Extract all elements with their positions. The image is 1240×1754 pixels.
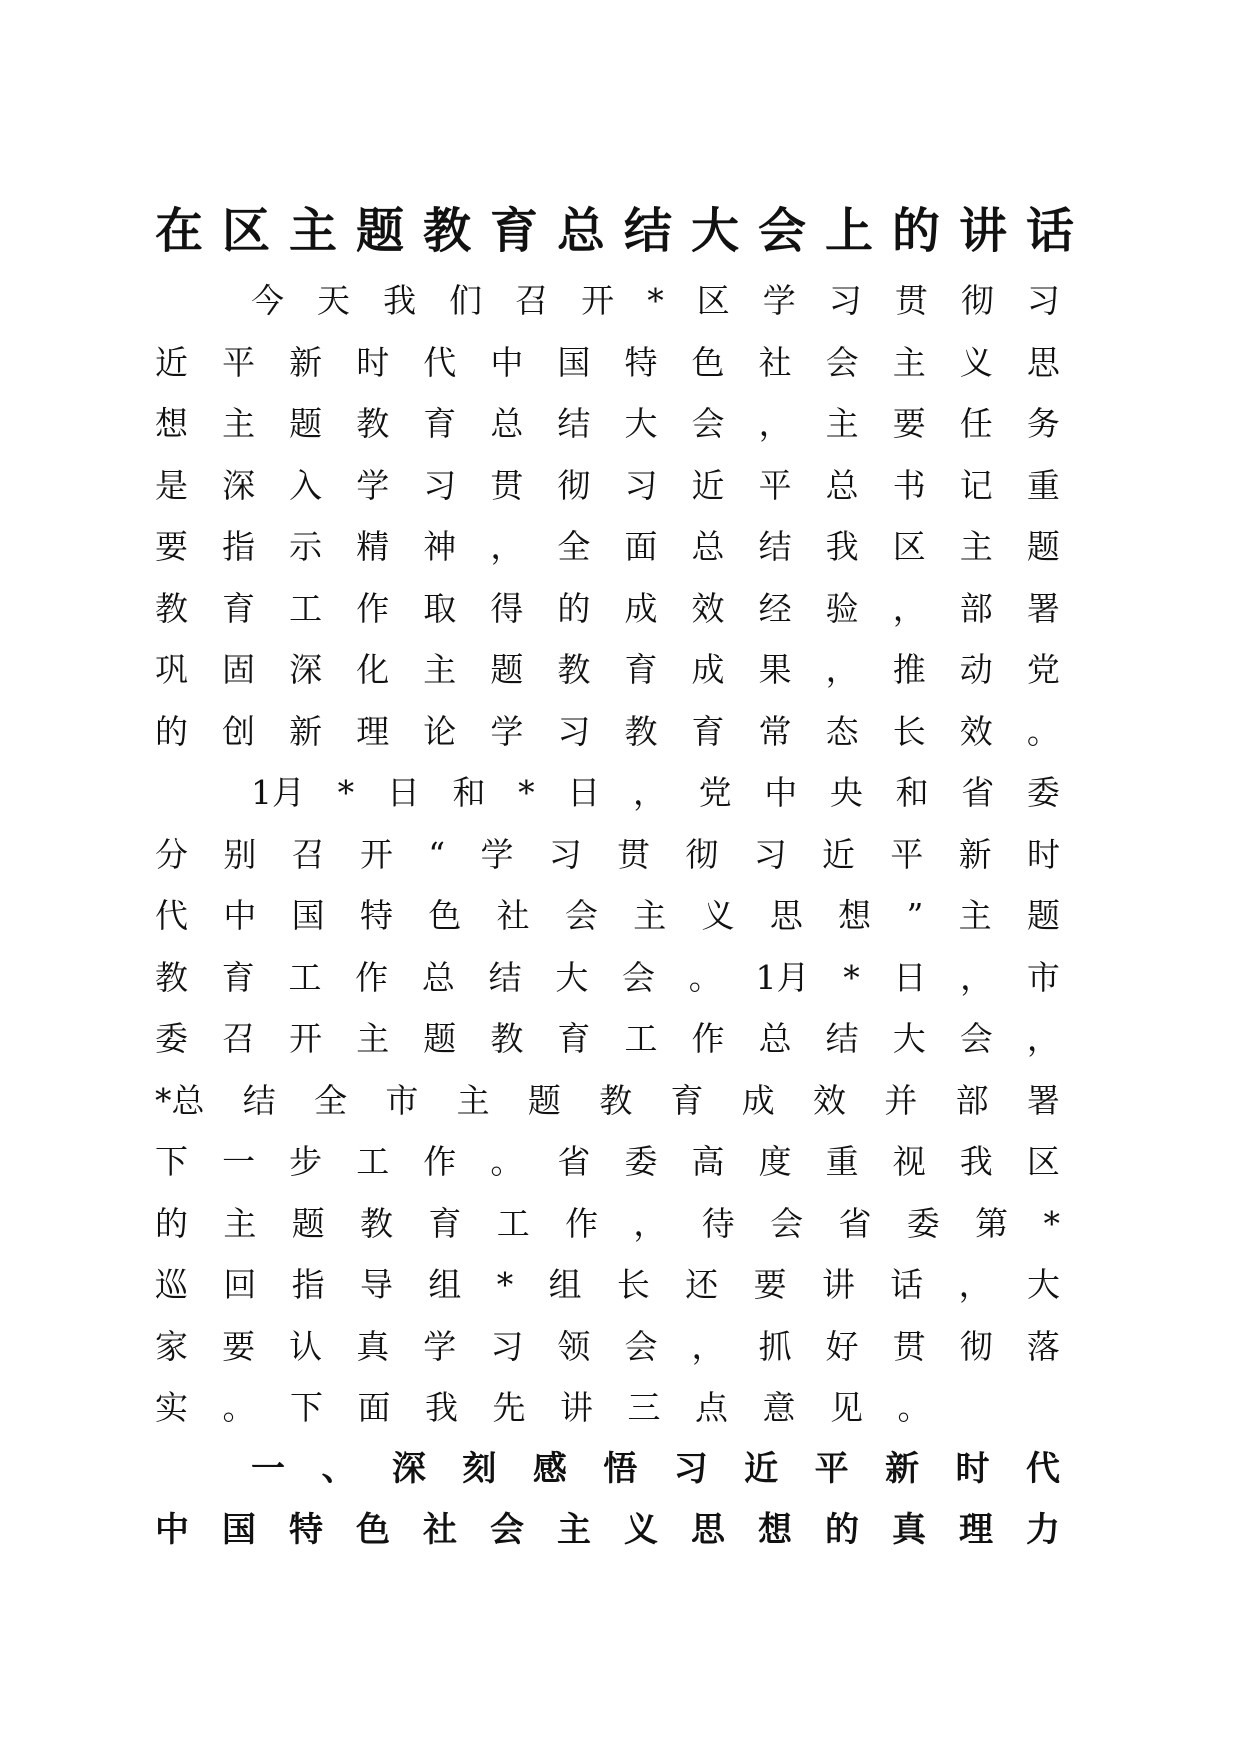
paragraph-line: 巡 回 指 导 组 * 组 长 还 要 讲 话 ， 大: [155, 1265, 1060, 1304]
paragraph-line: 的 主 题 教 育 工 作 ， 待 会 省 委 第 *: [155, 1203, 1060, 1243]
paragraph-line: 教 育 工 作 取 得 的 成 效 经 验 ， 部 署: [155, 588, 1060, 628]
section-heading-line: 一 、 深 刻 感 悟 习 近 平 新 时 代: [251, 1448, 1060, 1489]
paragraph-line: 巩 固 深 化 主 题 教 育 成 果 ， 推 动 党: [155, 650, 1060, 689]
paragraph-line: 下 一 步 工 作 。 省 委 高 度 重 视 我 区: [155, 1142, 1060, 1181]
paragraph-line: 的 创 新 理 论 学 习 教 育 常 态 长 效 。: [155, 711, 1060, 751]
paragraph-line: 实 。 下 面 我 先 讲 三 点 意 见 。: [155, 1388, 931, 1427]
paragraph-line: 近 平 新 时 代 中 国 特 色 社 会 主 义 思: [155, 342, 1060, 382]
paragraph-line: 1月 * 日 和 * 日 ， 党 中 央 和 省 委: [251, 773, 1060, 812]
paragraph-line: 今 天 我 们 召 开 * 区 学 习 贯 彻 习: [251, 281, 1060, 320]
paragraph-line: 想 主 题 教 育 总 结 大 会 ， 主 要 任 务: [155, 404, 1060, 443]
paragraph-line: 家 要 认 真 学 习 领 会 ， 抓 好 贯 彻 落: [155, 1326, 1060, 1366]
paragraph-line: 教 育 工 作 总 结 大 会 。 1月 * 日 ， 市: [155, 957, 1060, 997]
document-body: [155, 270, 1060, 1562]
paragraph-line: 要 指 示 精 神 ， 全 面 总 结 我 区 主 题: [155, 527, 1060, 566]
paragraph-line: 代 中 国 特 色 社 会 主 义 思 想 ” 主 题: [155, 896, 1060, 935]
paragraph-line: 分 别 召 开 “ 学 习 贯 彻 习 近 平 新 时: [155, 834, 1060, 874]
paragraph-line: 委 召 开 主 题 教 育 工 作 总 结 大 会 ，: [155, 1019, 1060, 1058]
section-heading-line: 中 国 特 色 社 会 主 义 思 想 的 真 理 力: [155, 1510, 1060, 1550]
document-title: 在区主题教育总结大会上的讲话: [155, 203, 1094, 259]
paragraph-line: 是 深 入 学 习 贯 彻 习 近 平 总 书 记 重: [155, 465, 1060, 505]
paragraph-line: *总 结 全 市 主 题 教 育 成 效 并 部 署: [155, 1080, 1060, 1120]
